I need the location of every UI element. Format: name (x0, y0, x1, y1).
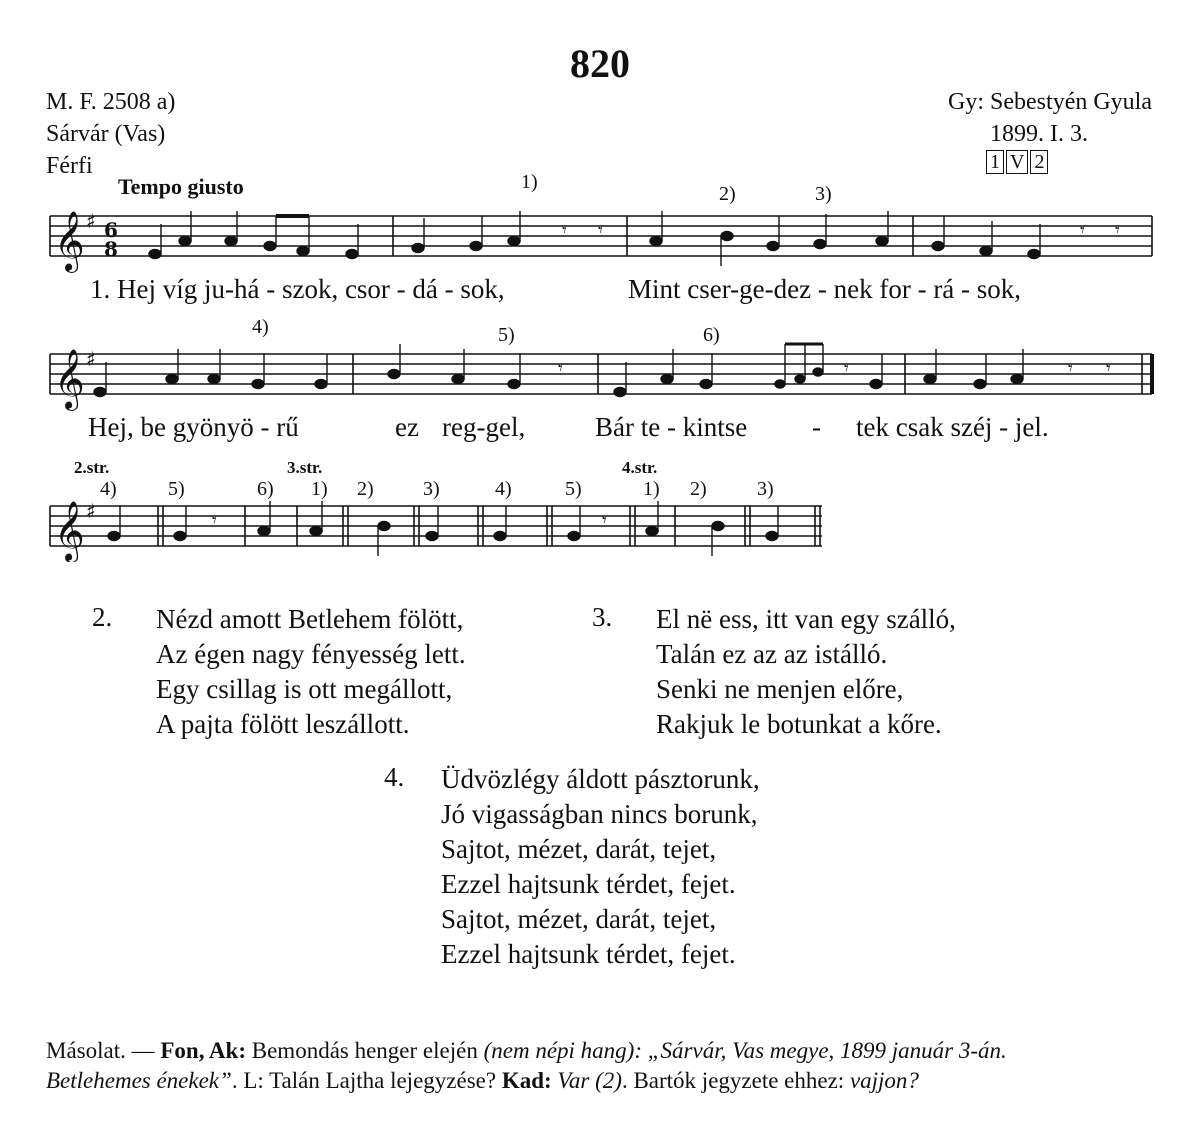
notes-segment: . Bartók jegyzete ehhez: (621, 1068, 850, 1093)
verse-2 (156, 602, 466, 742)
treble-clef-icon: 𝄞 (54, 211, 85, 271)
verse-number: 3. (592, 602, 613, 632)
performer: Férfi (46, 153, 93, 179)
lyrics-word: ez (395, 412, 419, 442)
collection-date: 1899. I. 3. (990, 121, 1088, 147)
footnote-marker: 1) (311, 478, 328, 500)
footnote-marker: 6) (703, 324, 720, 346)
lyrics-line: Mint cser-ge-dez - nek for - rá - sok, (628, 274, 1022, 304)
form-boxes (986, 150, 1048, 174)
footnote-marker: 2) (357, 478, 374, 500)
svg-text:𝄾: 𝄾 (558, 358, 563, 378)
collector: Gy: Sebestyén Gyula (948, 89, 1152, 115)
music-staff-2 (0, 334, 1200, 414)
form-box: 1 (986, 150, 1004, 174)
svg-text:𝄾: 𝄾 (1080, 220, 1085, 240)
song-number: 820 (570, 41, 630, 86)
verse-line: A pajta fölött leszállott. (156, 709, 410, 739)
lyrics-word: reg-gel, (442, 412, 526, 442)
sharp-icon: ♯ (86, 347, 96, 371)
lyrics-word: Bár te - kintse (595, 412, 748, 442)
verse-line: Sajtot, mézet, darát, tejet, (441, 904, 717, 934)
notes-segment: Másolat. — (46, 1038, 161, 1063)
verse-line: Ezzel hajtsunk térdet, fejet. (441, 939, 736, 969)
footnote-marker: 3) (815, 183, 832, 205)
footnote-marker: 1) (521, 171, 538, 193)
treble-clef-icon: 𝄞 (54, 501, 85, 561)
footnote-marker: 6) (257, 478, 274, 500)
footnote-marker: 2) (690, 478, 707, 500)
verse-line: Ezzel hajtsunk térdet, fejet. (441, 869, 736, 899)
lyrics-line: Hej, be gyönyö - rű (88, 412, 299, 442)
svg-text:𝄾: 𝄾 (1115, 220, 1120, 240)
verse-line: Senki ne menjen előre, (656, 674, 904, 704)
lyrics-line: 1. Hej víg ju-há - szok, csor - dá - sok, (90, 274, 505, 304)
footnote-marker: 4) (495, 478, 512, 500)
footnote-marker: 5) (168, 478, 185, 500)
meta-left (46, 86, 175, 182)
notes-segment-italic: Betlehemes énekek” (46, 1068, 232, 1093)
location: Sárvár (Vas) (46, 121, 166, 147)
verse-line: Jó vigasságban nincs borunk, (441, 799, 758, 829)
notes-segment: Bemondás henger elején (246, 1038, 484, 1063)
verse-line: Az égen nagy fényesség lett. (156, 639, 466, 669)
tempo-marking: Tempo giusto (118, 174, 244, 199)
verse-line: Nézd amott Betlehem fölött, (156, 604, 464, 634)
footnote-marker: 1) (643, 478, 660, 500)
footnote-marker: 4) (100, 478, 117, 500)
verse-line: Egy csillag is ott megállott, (156, 674, 453, 704)
verse-number: 2. (92, 602, 113, 632)
notes-footer (46, 1036, 1007, 1096)
verse-line: Talán ez az az istálló. (656, 639, 888, 669)
footnote-marker: 5) (565, 478, 582, 500)
music-staff-variants (0, 492, 1200, 562)
svg-text:𝄾: 𝄾 (602, 510, 607, 530)
treble-clef-icon: 𝄞 (54, 349, 85, 409)
notes-segment-italic: Var (2) (557, 1068, 622, 1093)
svg-text:𝄾: 𝄾 (844, 358, 849, 378)
verse-line: El në ess, itt van egy szálló, (656, 604, 956, 634)
footnote-marker: 4) (252, 316, 269, 338)
verse-number: 4. (384, 762, 405, 792)
notes-segment: . L: Talán Lajtha lejegyzése? (231, 1068, 502, 1093)
footnote-marker: 5) (498, 324, 515, 346)
form-box: 2 (1030, 150, 1048, 174)
meta-right (948, 86, 1152, 150)
strophe-label: 2.str. (74, 458, 110, 477)
notes-line-1 (46, 1036, 1007, 1066)
sharp-icon: ♯ (86, 209, 96, 233)
svg-text:𝄾: 𝄾 (1106, 358, 1111, 378)
music-staff-1 (0, 196, 1200, 276)
verse-4 (441, 762, 760, 972)
verse-line: Rakjuk le botunkat a kőre. (656, 709, 942, 739)
footnote-marker: 2) (719, 183, 736, 205)
verse-3 (656, 602, 956, 742)
strophe-label: 4.str. (622, 458, 658, 477)
sharp-icon: ♯ (86, 499, 96, 523)
footnote-marker: 3) (757, 478, 774, 500)
strophe-label: 3.str. (287, 458, 323, 477)
notes-segment-bold: Kad: (501, 1068, 552, 1093)
verse-line: Üdvözlégy áldott pásztorunk, (441, 764, 760, 794)
lyrics-word: tek csak széj - jel. (856, 412, 1049, 442)
time-signature-top: 6 (104, 218, 118, 242)
notes-segment-italic: (nem népi hang): „Sárvár, Vas megye, 1899 január 3-án. (483, 1038, 1007, 1063)
svg-text:𝄾: 𝄾 (598, 220, 603, 240)
svg-text:𝄾: 𝄾 (212, 510, 217, 530)
time-signature-bottom: 8 (104, 237, 118, 261)
form-box: V (1006, 150, 1028, 174)
footnote-marker: 3) (423, 478, 440, 500)
notes-line-2 (46, 1066, 1007, 1096)
notes-segment-bold: Fon, Ak: (160, 1038, 246, 1063)
svg-text:𝄾: 𝄾 (562, 220, 567, 240)
catalog-number: M. F. 2508 a) (46, 89, 176, 115)
lyrics-word: - (812, 412, 821, 442)
svg-text:𝄾: 𝄾 (1068, 358, 1073, 378)
verse-line: Sajtot, mézet, darát, tejet, (441, 834, 717, 864)
notes-segment-italic: vajjon? (849, 1068, 919, 1093)
